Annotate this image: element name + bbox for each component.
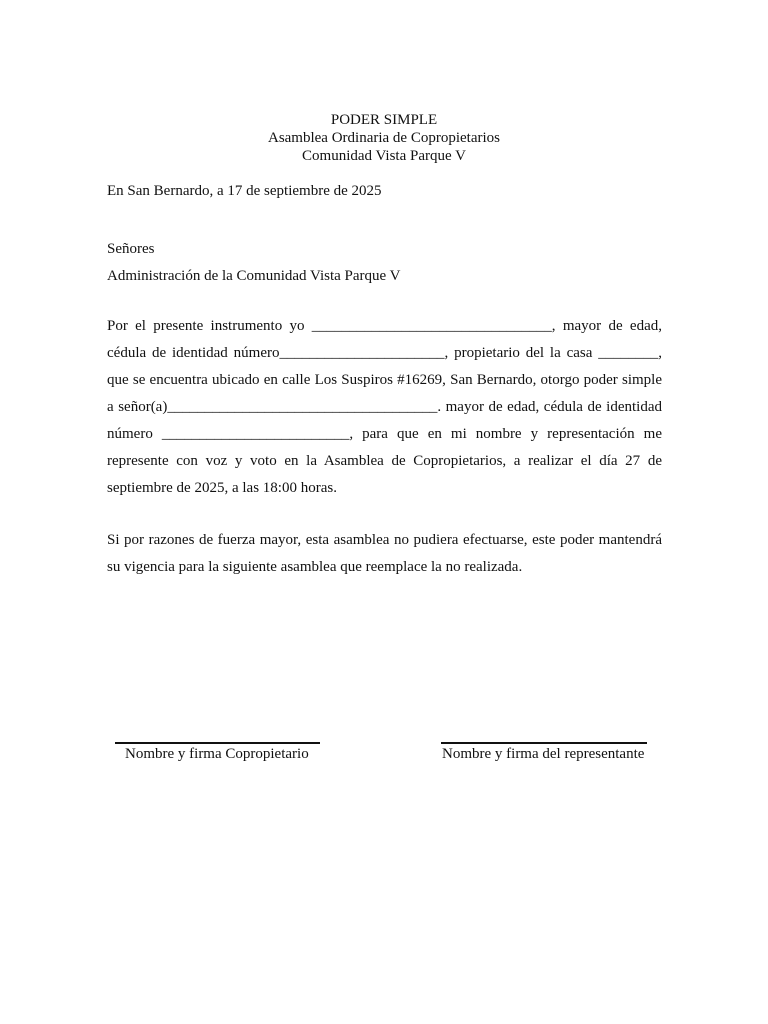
recipient-block (107, 236, 401, 290)
date-line: En San Bernardo, a 17 de septiembre de 2025 (107, 183, 382, 199)
signature-label-owner: Nombre y firma Copropietario (125, 746, 309, 762)
community-name: Comunidad Vista Parque V (302, 148, 466, 164)
signature-label-representative: Nombre y firma del representante (442, 746, 645, 762)
body-paragraph-2: Si por razones de fuerza mayor, esta asamblea no pudiera efectuarse, este poder mantendrá su vigencia para la siguiente asamblea que reemplace la no realizada. (107, 532, 662, 575)
document-subtitle: Asamblea Ordinaria de Copropietarios (267, 130, 500, 146)
signature-line-owner (115, 742, 320, 744)
document-header (0, 111, 768, 165)
addressee: Administración de la Comunidad Vista Parque V (107, 268, 401, 284)
document-title: PODER SIMPLE (330, 112, 438, 128)
signature-line-representative (441, 742, 647, 744)
salutation: Señores (107, 241, 155, 257)
body-paragraph-1: Por el presente instrumento yo ________________________________, mayor de edad, cédula de identidad número______________________, propietario del la casa ________, que se encuentra ubicado en calle Los Suspiros #16269, San Bernardo, otorgo poder simple a señor(a)____________________________________. mayor de edad, cédula de identidad número _________________________, para que en mi nombre y representación me represente con voz y voto en la Asamblea de Copropietarios, a realizar el día 27 de septiembre de 2025, a las 18:00 horas. (107, 318, 662, 496)
